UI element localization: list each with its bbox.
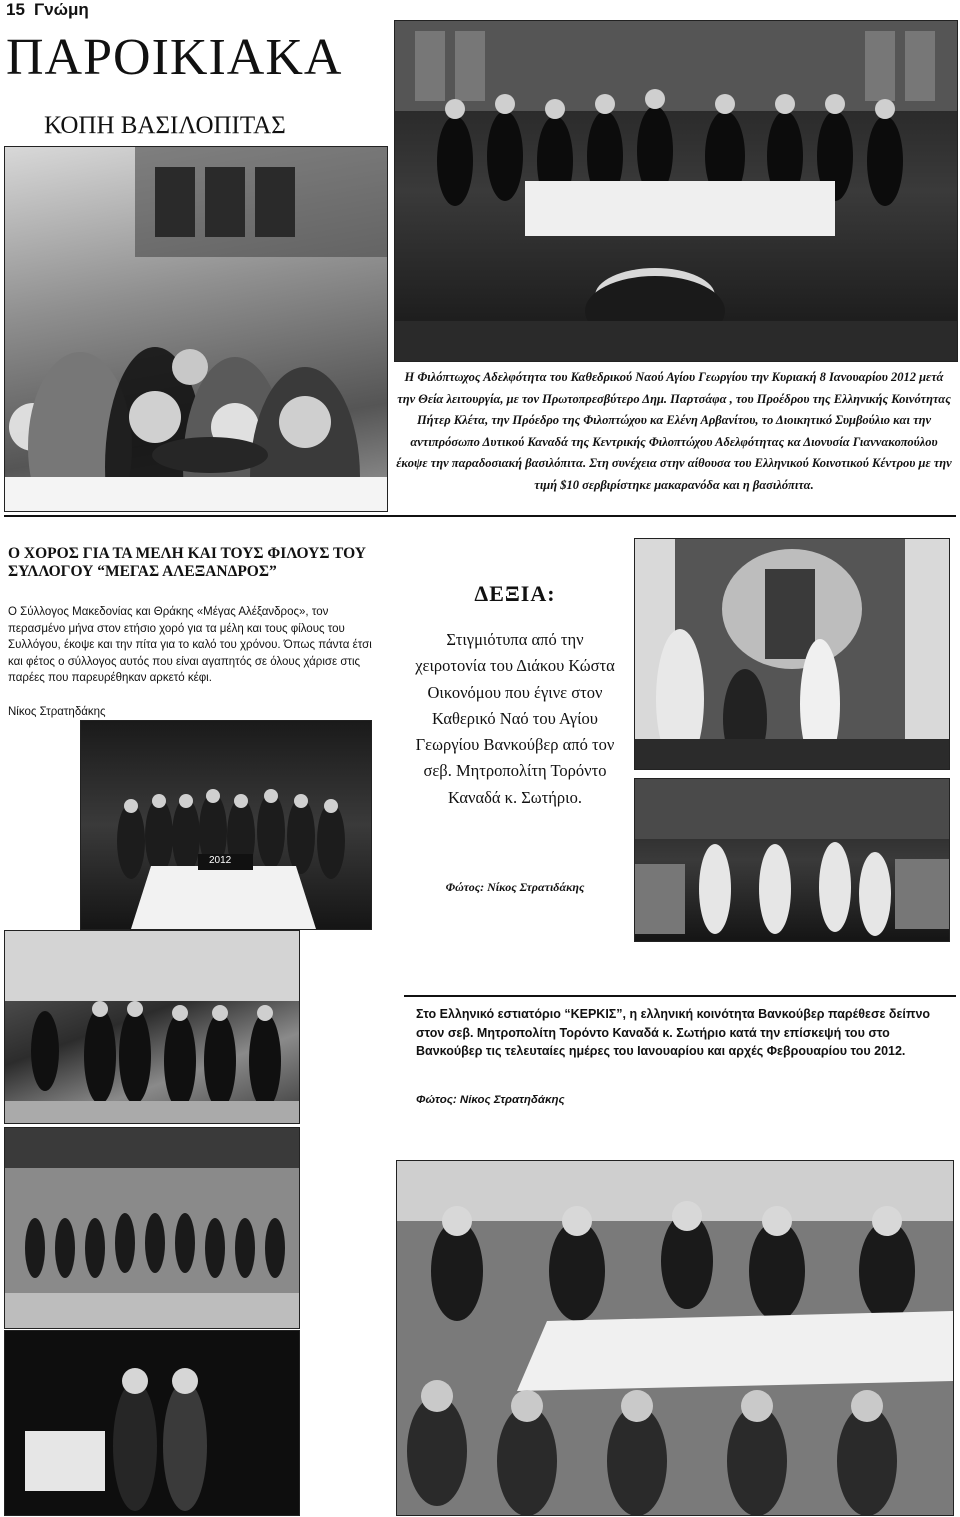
photo-dance-floor-1-figures [5,931,299,1123]
article2-headline: Ο ΧΟΡΟΣ ΓΙΑ ΤΑ ΜΕΛΗ ΚΑΙ ΤΟΥΣ ΦΙΛΟΥΣ ΤΟΥ ΣΥΛΛΟΓΟΥ “ΜΕΓΑΣ ΑΛΕΞΑΝΔΡΟΣ” [8,545,366,580]
photo-ordination-hall-figures [635,779,949,941]
article1-subtitle: ΚΟΠΗ ΒΑΣΙΛΟΠΙΤΑΣ [44,112,286,139]
photo-speakers-stage-figures [5,1331,299,1515]
page-number: 15 [6,0,25,19]
photo-dance-cake [80,720,372,930]
article2-body: Ο Σύλλογος Μακεδονίας και Θράκης «Μέγας Αλέξανδρος», τον περασμένο μήνα στον ετήσιο χορό για τα μέλη και τους φίλους του Συλλόγου, έκοψε και την πίτα για το καλό του χρόνου. Όπως πάντα έτσι και φέτος ο σύλλογος αυτός που είναι αγαπητός σε όλους χάρισε στις παρέες που παρευρέθηκαν αρκετό κέφι. [8,606,372,684]
photo-church-group [394,20,958,362]
photo-dance-floor-1 [4,930,300,1124]
photo-ordination-altar-figures [635,539,949,769]
photo-restaurant-dinner-figures [397,1161,953,1515]
photo-speakers-stage [4,1330,300,1516]
article2-signature: Νίκος Στρατηδάκης [8,706,106,718]
article4-photo-credit: Φώτος: Νίκος Στρατηδάκης [416,1094,565,1106]
photo-dance-floor-2-figures [5,1128,299,1328]
photo-vasilopita-cutting [4,146,388,512]
photo-restaurant-dinner [396,1160,954,1516]
cake-label: 2012 [209,855,232,866]
masthead-title: ΠΑΡΟΙΚΙΑΚΑ [6,29,343,86]
article4-caption: Στο Ελληνικό εστιατόριο “ΚΕΡΚΙΣ”, η ελληνική κοινότητα Βανκούβερ παρέθεσε δείπνο στον σεβ. Μητροπολίτη Τορόντο Καναδά κ. Σωτήριο κατά την επίσκεψή του στο Βανκούβερ τις τελευταίες ημέρες του Ιανουαρίου και αρχές Φεβρουαρίου του 2012. [416,1007,931,1058]
article1-caption: Η Φιλόπτωχος Αδελφότητα του Καθεδρικού Ναού Αγίου Γεωργίου την Κυριακή 8 Ιανουαρίου 2012 μετά την Θεία λειτουργία, με τον Πρωτοπρεσβύτερο Δημ. Παρτσάφα , του Προέδρου της Ελληνικής Κοινότητας Πήτερ Κλέτα, την Πρόεδρο της Φιλοπτώχου κα Ελένη Αρβανίτου, το Διοικητικό Συμβούλιο και την αντιπρόσωπο Δυτικού Καναδά της Κεντρικής Φιλοπτώχου Αδελφότητας κα Διονυσία Γιαννακοπούλου έκοψε την παραδοσιακή βασιλόπιτα. Στη συνέχεια στην αίθουσα του Ελληνικού Κοινοτικού Κέντρου με την τιμή $10 σερβιρίστηκε μακαρανόδα και η βασιλόπιτα. [396,370,952,492]
section-title: Γνώμη [34,0,89,19]
photo-ordination-altar [634,538,950,770]
article3-body: Στιγμιότυπα από την χειροτονία του Διάκου Κώστα Οικονόμου που έγινε στον Καθερικό Ναό του Αγίου Γεωργίου Βανκούβερ από τον σεβ. Μητροπολίτη Τορόντο Καναδά κ. Σωτήριο. [415,630,615,807]
article3-title: ΔΕΞΙΑ: [474,581,556,606]
photo-dance-cake-figures [81,721,371,929]
divider-horizontal [4,515,956,517]
photo-vasilopita-cutting-figures [5,147,387,511]
photo-dance-floor-2 [4,1127,300,1329]
article3-photo-credit: Φώτος: Νίκος Στρατιδάκης [445,880,585,894]
photo-church-group-figures [395,21,957,361]
photo-ordination-hall [634,778,950,942]
